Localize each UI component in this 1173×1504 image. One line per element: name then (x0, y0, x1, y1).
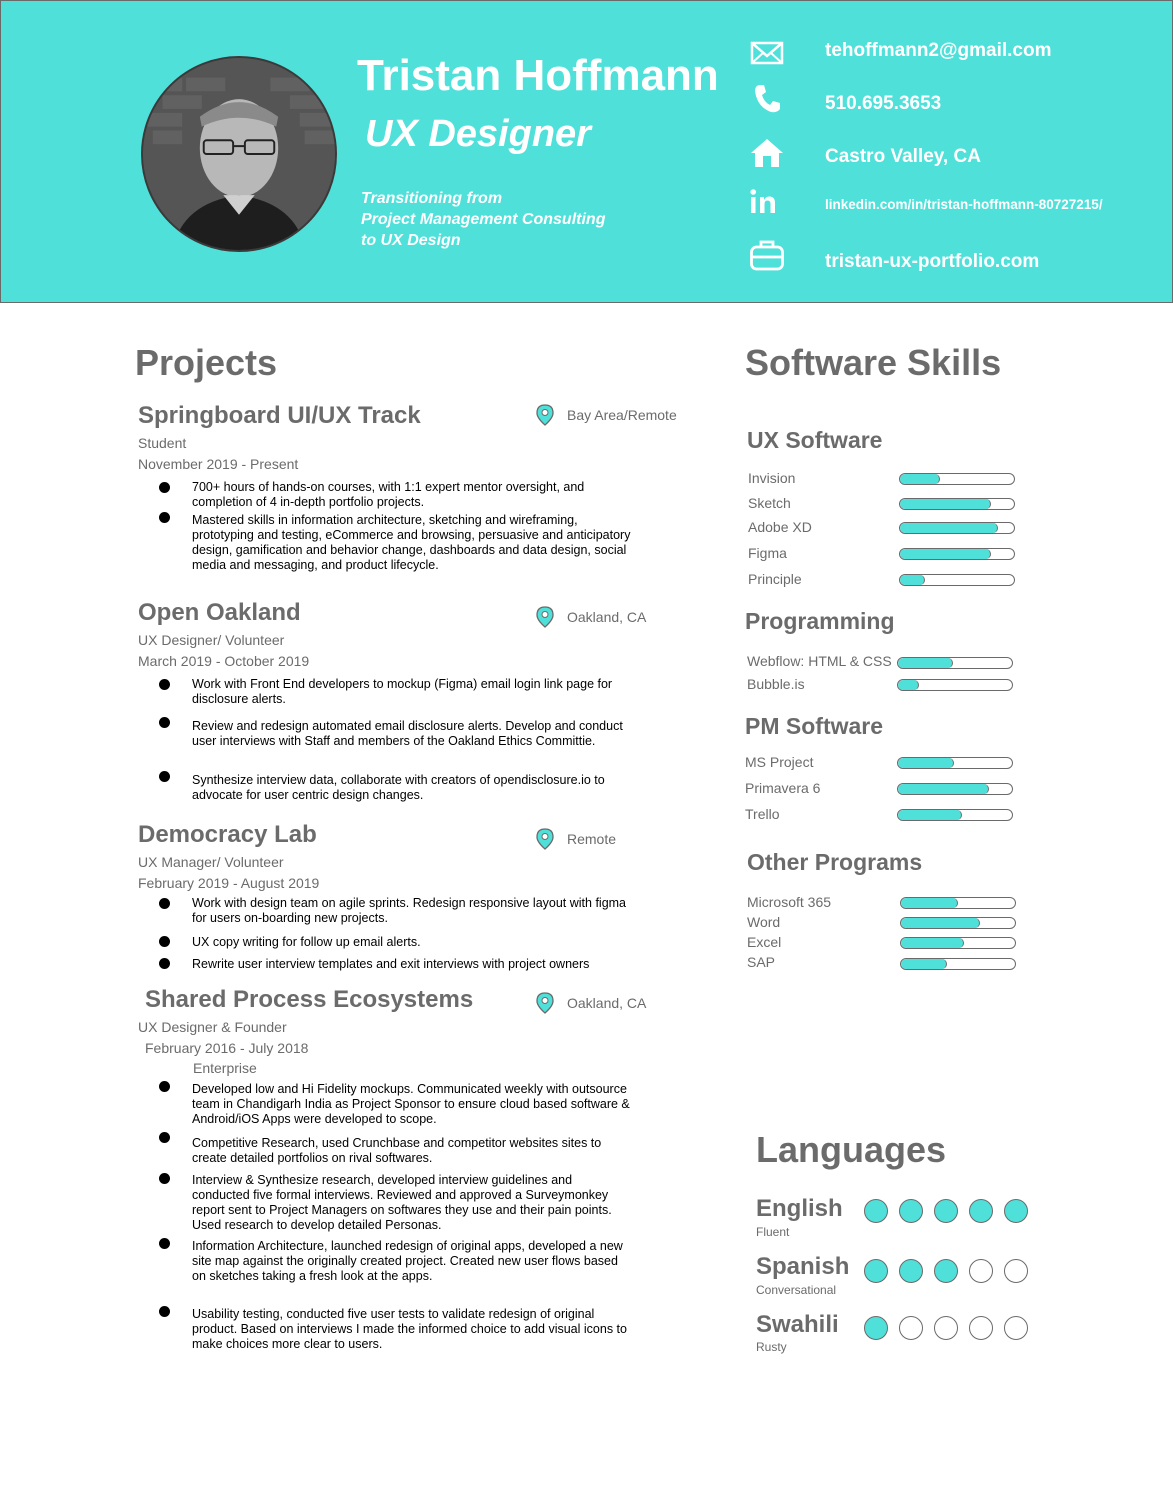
bullet-icon (159, 1081, 170, 1092)
bullet-icon (159, 898, 170, 909)
skill-label: Bubble.is (747, 676, 805, 692)
rating-dot-filled (934, 1199, 958, 1223)
bullet-icon (159, 482, 170, 493)
project-dates: March 2019 - October 2019 (138, 653, 310, 669)
project-role: UX Designer/ Volunteer (138, 632, 285, 648)
skill-bar-fill (900, 474, 940, 484)
skill-bar (897, 679, 1013, 691)
bullet-icon (159, 1306, 170, 1317)
project-bullet: 700+ hours of hands-on courses, with 1:1 expert mentor oversight, and completion of 4 in-depth portfolio projects. (192, 480, 585, 509)
project-dates: February 2016 - July 2018 (145, 1040, 309, 1056)
candidate-name: Tristan Hoffmann (357, 51, 719, 100)
rating-dot-empty (1004, 1259, 1028, 1283)
project-bullet: Developed low and Hi Fidelity mockups. Communicated weekly with outsource team in Chandigarh India as Project Sponsor to ensure cloud based software & Android/iOS Apps were developed to scope. (192, 1082, 630, 1126)
location-pin-icon (536, 992, 554, 1014)
skill-label: Trello (745, 806, 780, 822)
project-bullet: Rewrite user interview templates and exit interviews with project owners (192, 957, 590, 971)
project-location: Oakland, CA (567, 609, 647, 625)
project-bullet: Work with design team on agile sprints. Redesign responsive layout with figma for users on-boarding new projects. (192, 896, 627, 925)
skill-bar-fill (901, 938, 964, 948)
skill-bar-fill (900, 549, 991, 559)
project-bullet: Work with Front End developers to mockup (Figma) email login link page for disclosure alerts. (192, 677, 613, 706)
rating-dot-filled (899, 1199, 923, 1223)
location-pin-icon (536, 404, 554, 426)
bullet-icon (159, 771, 170, 782)
bullet-icon (159, 936, 170, 947)
skill-bar (897, 757, 1013, 769)
skill-label: Word (747, 914, 781, 930)
phone-number: 510.695.3653 (825, 93, 942, 114)
skill-label: SAP (747, 954, 776, 970)
rating-dot-empty (969, 1316, 993, 1340)
skill-label: Sketch (748, 495, 791, 511)
briefcase-icon (749, 239, 785, 271)
skill-label: Excel (747, 934, 782, 950)
bullet-icon (159, 717, 170, 728)
skill-bar (899, 498, 1015, 510)
skill-bar-fill (898, 680, 919, 690)
skill-label: Webflow: HTML & CSS (747, 653, 892, 669)
rating-dot-filled (899, 1259, 923, 1283)
tagline-line: Project Management Consulting (361, 211, 606, 228)
skill-bar-fill (900, 499, 991, 509)
project-bullet: UX copy writing for follow up email alerts. (192, 935, 421, 949)
linkedin-icon (749, 187, 785, 219)
skill-bar (897, 783, 1013, 795)
skill-group-title: PM Software (745, 713, 884, 739)
skill-label: Primavera 6 (745, 780, 821, 796)
language-name: Spanish (756, 1253, 850, 1280)
linkedin-link[interactable]: linkedin.com/in/tristan-hoffmann-80727215/ (825, 197, 1103, 212)
portfolio-link[interactable]: tristan-ux-portfolio.com (825, 251, 1040, 272)
project-title: Democracy Lab (138, 821, 317, 848)
skill-bar-fill (898, 658, 953, 668)
skill-group-title: Other Programs (747, 849, 923, 875)
rating-dot-filled (864, 1259, 888, 1283)
skill-bar (897, 809, 1013, 821)
bullet-icon (159, 1173, 170, 1184)
home-location: Castro Valley, CA (825, 146, 981, 167)
project-location: Remote (567, 831, 617, 847)
language-level: Fluent (756, 1225, 790, 1239)
bullet-icon (159, 512, 170, 523)
rating-dot-filled (969, 1199, 993, 1223)
project-bullet: Interview & Synthesize research, developed interview guidelines and conducted five formal interviews. Reviewed and approved a Surveymonkey report sent to Project Managers on softwares they use and their pain points. Used research to develop detailed Personas. (192, 1173, 612, 1232)
skill-bar-fill (901, 959, 947, 969)
skill-bar (900, 897, 1016, 909)
project-role: UX Designer & Founder (138, 1019, 287, 1035)
phone-icon (749, 83, 785, 115)
skill-bar-fill (900, 575, 925, 585)
project-bullet: Synthesize interview data, collaborate with creators of opendisclosure.io to advocate for user centric design changes. (192, 773, 605, 802)
skill-bar (899, 473, 1015, 485)
project-bullet: Usability testing, conducted five user tests to validate redesign of original product. Based on interviews I made the informed choice to add visual icons to make choices more clear to users. (192, 1307, 627, 1351)
tagline-line: Transitioning from (361, 190, 503, 207)
bullet-icon (159, 1132, 170, 1143)
language-rating (864, 1199, 1028, 1223)
bullet-icon (159, 1238, 170, 1249)
project-role: Student (138, 435, 187, 451)
project-bullet: Review and redesign automated email disclosure alerts. Develop and conduct user interviews with Staff and members of the Oakland Ethics Committie. (192, 719, 623, 748)
project-role: UX Manager/ Volunteer (138, 854, 284, 870)
projects-heading: Projects (135, 342, 278, 383)
languages-heading: Languages (756, 1129, 947, 1170)
project-bullet: Competitive Research, used Crunchbase and competitor websites sites to create detailed portfolios on rival softwares. (192, 1136, 602, 1165)
envelope-icon (749, 37, 785, 69)
project-title: Springboard UI/UX Track (138, 402, 421, 429)
skill-bar-fill (898, 784, 989, 794)
skill-bar (899, 548, 1015, 560)
profile-photo (141, 56, 337, 252)
skill-bar (899, 574, 1015, 586)
rating-dot-empty (899, 1316, 923, 1340)
skill-bar (900, 958, 1016, 970)
project-dates: November 2019 - Present (138, 456, 299, 472)
project-title: Open Oakland (138, 599, 301, 626)
project-location: Oakland, CA (567, 995, 647, 1011)
tagline (361, 188, 605, 251)
rating-dot-empty (934, 1316, 958, 1340)
language-rating (864, 1259, 1028, 1283)
skill-group-title: Programming (745, 608, 895, 634)
skill-label: Principle (748, 571, 802, 587)
project-bullet: Mastered skills in information architecture, sketching and wireframing, prototyping and testing, eCommerce and browsing, persuasive and anticipatory design, gamification and behavior change, dashboards and data design, social media and messaging, and product lifecycle. (192, 513, 631, 572)
rating-dot-filled (934, 1259, 958, 1283)
home-icon (749, 137, 785, 169)
project-category: Enterprise (193, 1060, 257, 1076)
skill-bar (897, 657, 1013, 669)
skill-bar (900, 937, 1016, 949)
language-level: Conversational (756, 1283, 837, 1297)
candidate-role: UX Designer (365, 113, 591, 155)
project-location: Bay Area/Remote (567, 407, 677, 423)
skill-label: Adobe XD (748, 519, 812, 535)
skill-bar (900, 917, 1016, 929)
language-name: English (756, 1195, 843, 1222)
skill-group-title: UX Software (747, 427, 883, 453)
language-name: Swahili (756, 1311, 839, 1338)
language-level: Rusty (756, 1340, 787, 1354)
tagline-line: to UX Design (361, 232, 461, 249)
software-skills-heading: Software Skills (745, 342, 1002, 383)
skill-bar-fill (901, 918, 980, 928)
email-link[interactable]: tehoffmann2@gmail.com (825, 40, 1052, 61)
skill-label: MS Project (745, 754, 814, 770)
language-rating (864, 1316, 1028, 1340)
bullet-icon (159, 679, 170, 690)
project-bullet: Information Architecture, launched redesign of original apps, developed a new site map against the originally created project. Created new user flows based on sketches taking a fresh look at the apps. (192, 1239, 623, 1283)
header-banner (0, 0, 1173, 303)
skill-label: Microsoft 365 (747, 894, 832, 910)
skill-bar-fill (898, 758, 954, 768)
rating-dot-empty (969, 1259, 993, 1283)
rating-dot-filled (864, 1316, 888, 1340)
skill-bar-fill (898, 810, 962, 820)
skill-bar-fill (901, 898, 958, 908)
location-pin-icon (536, 606, 554, 628)
rating-dot-filled (1004, 1199, 1028, 1223)
location-pin-icon (536, 828, 554, 850)
skill-bar-fill (900, 523, 998, 533)
project-title: Shared Process Ecosystems (145, 986, 474, 1013)
bullet-icon (159, 958, 170, 969)
rating-dot-empty (1004, 1316, 1028, 1340)
project-dates: February 2019 - August 2019 (138, 875, 320, 891)
skill-bar (899, 522, 1015, 534)
skill-label: Invision (748, 470, 796, 486)
rating-dot-filled (864, 1199, 888, 1223)
skill-label: Figma (748, 545, 787, 561)
